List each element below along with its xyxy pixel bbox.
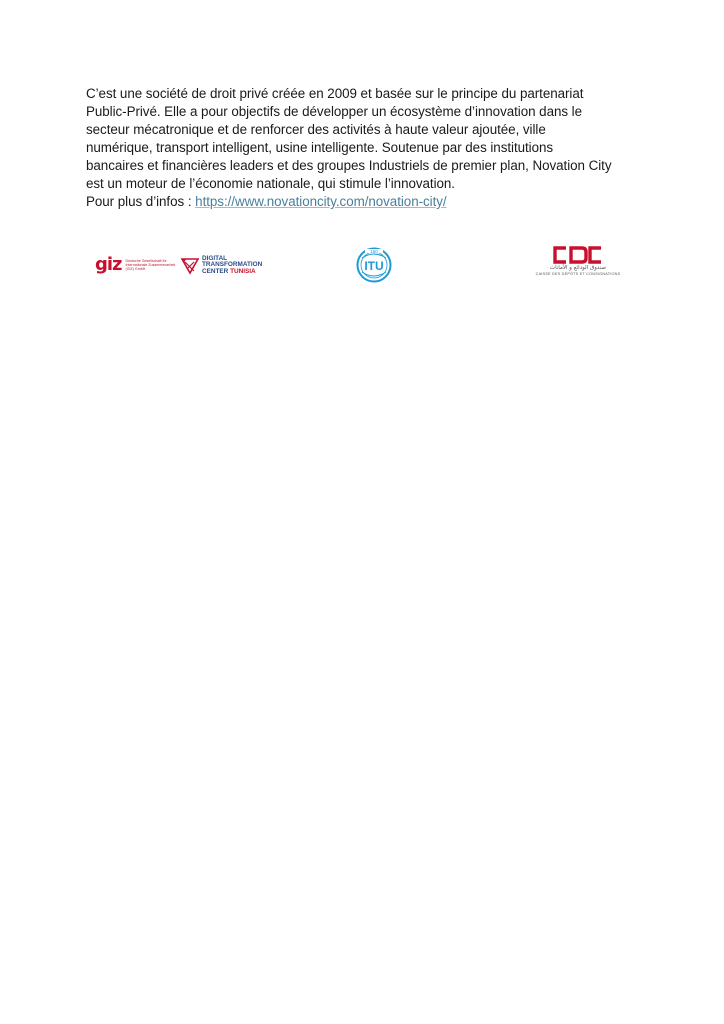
giz-logo [95, 256, 178, 274]
paragraph-line: C’est une société de droit privé créée en 2009 et basée sur le principe du partenariat [86, 86, 584, 101]
paragraph-line: secteur mécatronique et de renforcer des activités à haute valeur ajoutée, ville [86, 122, 546, 137]
svg-text:CDC: CDC [552, 246, 555, 247]
dtc-logo [181, 256, 262, 275]
dtc-line2: TRANSFORMATION [202, 261, 263, 269]
cdc-wordmark [552, 246, 604, 264]
paragraph-line: Public-Privé. Elle a pour objectifs de développer un écosystème d’innovation dans le [86, 104, 583, 119]
dtc-triangle-icon [181, 257, 199, 275]
itu-wordmark: ITU [364, 259, 384, 273]
more-info-label: Pour plus d’infos : [86, 194, 196, 209]
paragraph-line: numérique, transport intelligent, usine intelligente. Soutenue par des institutions [86, 140, 554, 155]
itu-globe-icon [354, 244, 394, 284]
cdc-arabic-name: صندوق الودائع و الأمانات [549, 265, 607, 271]
svg-text:150: 150 [370, 249, 378, 254]
partner-logos [0, 240, 724, 292]
dtc-line1: DIGITAL [202, 255, 228, 262]
more-info-line [86, 193, 686, 211]
novation-city-link[interactable]: https://www.novationcity.com/novation-city/ [195, 194, 447, 209]
paragraph-line: bancaires et financières leaders et des groupes Industriels de premier plan, Novation City [86, 158, 612, 173]
dtc-line3a: CENTER [202, 267, 231, 275]
dtc-line3b: TUNISIA [230, 267, 256, 275]
giz-subtitle: Deutsche Gesellschaft für Internationale Zusammenarbeit (GIZ) GmbH [125, 258, 176, 272]
giz-wordmark: giz [95, 254, 122, 275]
cdc-logo [532, 246, 624, 277]
novation-city-description [86, 85, 686, 211]
cdc-french-name: CAISSE DES DÉPÔTS ET CONSIGNATIONS [535, 272, 621, 276]
paragraph-line: est un moteur de l’économie nationale, qui stimule l’innovation. [86, 176, 455, 191]
